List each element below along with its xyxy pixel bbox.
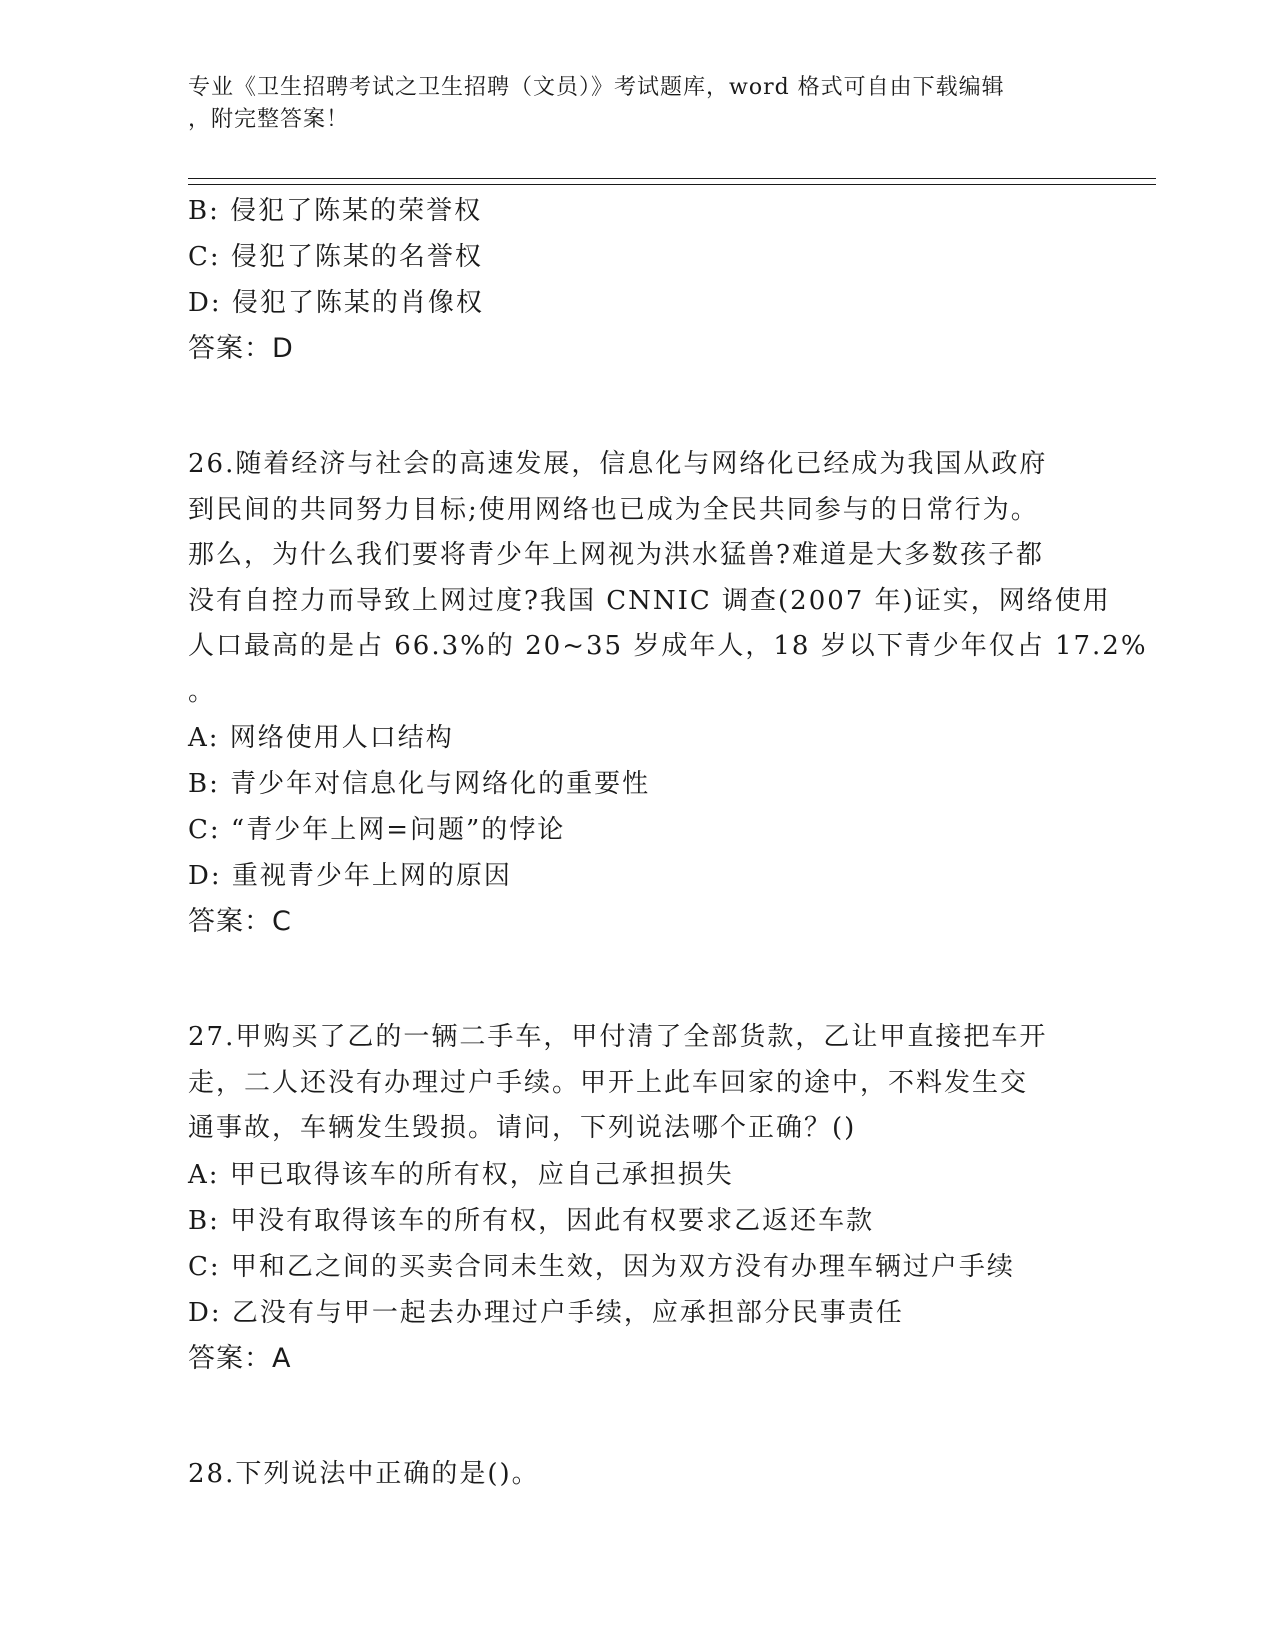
document-header bbox=[188, 72, 1088, 136]
header-divider-top bbox=[188, 178, 1156, 179]
stem-line: 26.随着经济与社会的高速发展，信息化与网络化已经成为我国从政府 bbox=[188, 449, 1048, 479]
header-line-2: ，附完整答案！ bbox=[188, 107, 350, 132]
question-27 bbox=[188, 1015, 1088, 1382]
question-25-fragment bbox=[188, 188, 1088, 372]
option-c: C: 甲和乙之间的买卖合同未生效，因为双方没有办理车辆过户手续 bbox=[188, 1251, 1015, 1282]
question-28 bbox=[188, 1452, 1088, 1498]
stem-line: 没有自控力而导致上网过度?我国 CNNIC 调查(2007 年)证实，网络使用 bbox=[188, 585, 1111, 616]
stem-line: 人口最高的是占 66.3%的 20~35 岁成年人，18 岁以下青少年仅占 17.2% bbox=[188, 631, 1148, 661]
stem-line: 走，二人还没有办理过户手续。甲开上此车回家的途中，不料发生交 bbox=[188, 1067, 1029, 1098]
stem-line: 28.下列说法中正确的是()。 bbox=[188, 1458, 540, 1489]
question-stem bbox=[188, 1452, 1088, 1498]
option-c: C: 侵犯了陈某的名誉权 bbox=[188, 242, 483, 272]
option-b: B: 侵犯了陈某的荣誉权 bbox=[188, 196, 483, 226]
option-b: B: 甲没有取得该车的所有权，因此有权要求乙返还车款 bbox=[188, 1205, 875, 1236]
spacer bbox=[188, 945, 1088, 1015]
stem-line: 通事故，车辆发生毁损。请问，下列说法哪个正确？() bbox=[188, 1113, 857, 1143]
stem-line: 27.甲购买了乙的一辆二手车，甲付清了全部货款，乙让甲直接把车开 bbox=[188, 1022, 1048, 1052]
question-stem bbox=[188, 442, 1148, 715]
question-stem bbox=[188, 1015, 1088, 1152]
option-a: A: 甲已取得该车的所有权，应自己承担损失 bbox=[188, 1159, 734, 1190]
option-d: D: 侵犯了陈某的肖像权 bbox=[188, 288, 484, 318]
stem-line: 那么，为什么我们要将青少年上网视为洪水猛兽?难道是大多数孩子都 bbox=[188, 540, 1044, 570]
header-line-1: 专业《卫生招聘考试之卫生招聘（文员）》考试题库，word 格式可自由下载编辑 bbox=[188, 75, 1005, 100]
question-26 bbox=[188, 442, 1148, 945]
stem-line: 到民间的共同努力目标;使用网络也已成为全民共同参与的日常行为。 bbox=[188, 494, 1039, 525]
stem-line: 。 bbox=[188, 676, 217, 707]
answer: 答案：C bbox=[188, 906, 292, 937]
spacer bbox=[188, 372, 1088, 442]
option-a: A: 网络使用人口结构 bbox=[188, 723, 454, 753]
header-divider-bottom bbox=[188, 184, 1156, 185]
answer: 答案：D bbox=[188, 333, 294, 364]
option-b: B: 青少年对信息化与网络化的重要性 bbox=[188, 769, 651, 799]
option-c: C: “青少年上网=问题”的悖论 bbox=[188, 815, 566, 845]
option-d: D: 重视青少年上网的原因 bbox=[188, 861, 512, 891]
document-body bbox=[188, 188, 1148, 1497]
option-d: D: 乙没有与甲一起去办理过户手续，应承担部分民事责任 bbox=[188, 1297, 904, 1328]
answer: 答案：A bbox=[188, 1342, 292, 1374]
spacer bbox=[188, 1382, 1088, 1452]
